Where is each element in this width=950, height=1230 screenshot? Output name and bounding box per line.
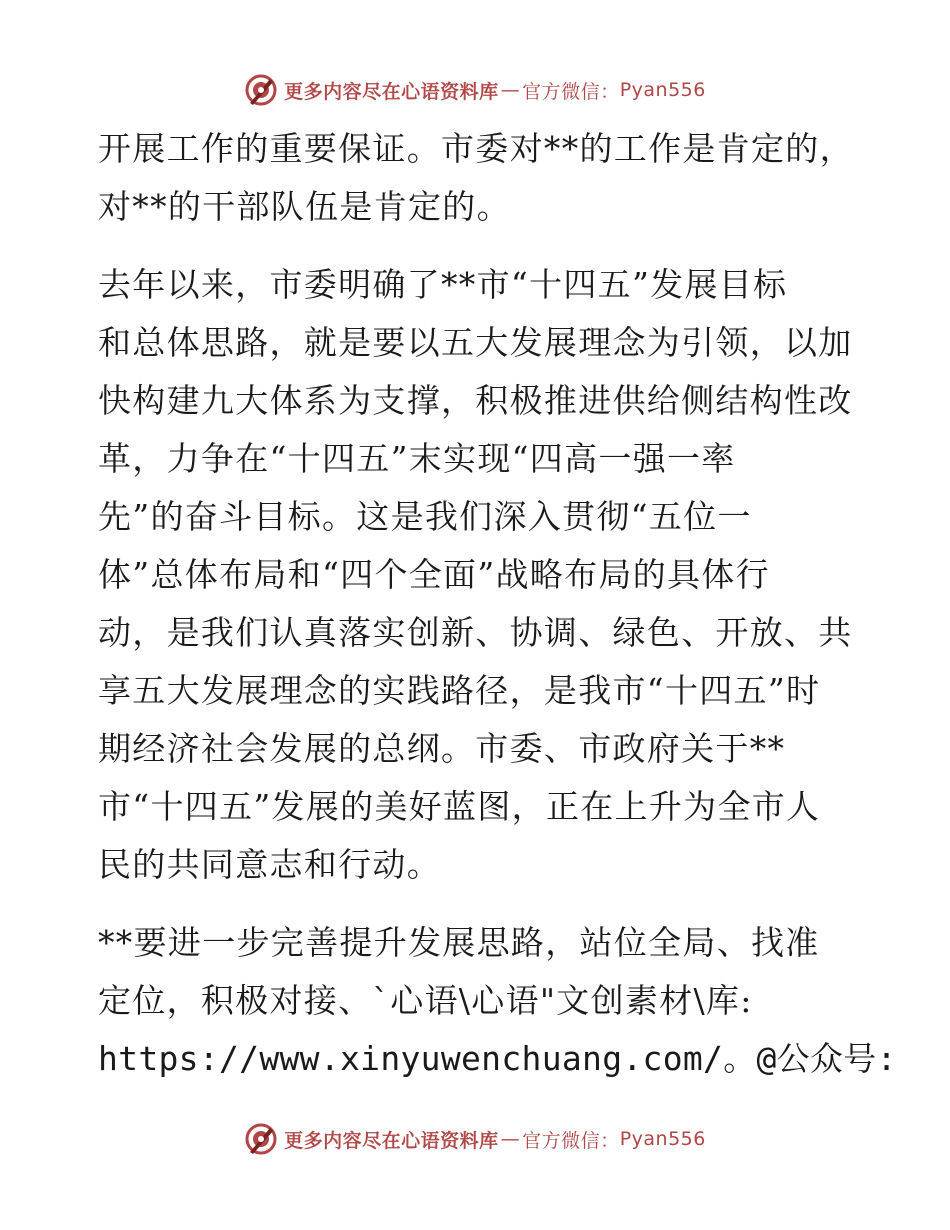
text-line: 定位，积极对接、`心语\心语"文创素材\库: bbox=[98, 981, 753, 1020]
footer-banner bbox=[0, 1117, 950, 1161]
header-wechat-label: 官方微信： bbox=[522, 80, 620, 103]
footer-banner-dash: — bbox=[500, 1128, 521, 1150]
text-line: 享五大发展理念的实践路径，是我市“十四五”时 bbox=[98, 671, 821, 710]
url-text-line: https://www.xinyuwenchuang.com/。@公众号: bbox=[98, 1039, 897, 1078]
header-banner-content bbox=[244, 73, 706, 107]
header-banner-text: 更多内容尽在心语资料库 bbox=[284, 80, 499, 103]
pen-logo-icon bbox=[244, 1122, 278, 1156]
paragraph-2 bbox=[98, 256, 858, 894]
footer-wechat-label: 官方微信： bbox=[522, 1129, 620, 1152]
header-banner-dash: — bbox=[500, 79, 521, 101]
text-line: 革，力争在“十四五”末实现“四高一强一率 bbox=[98, 439, 736, 478]
pen-logo-icon bbox=[244, 73, 278, 107]
text-line: 快构建九大体系为支撑，积极推进供给侧结构性改 bbox=[98, 381, 853, 420]
footer-banner-text: 更多内容尽在心语资料库 bbox=[284, 1129, 499, 1152]
text-line: 先”的奋斗目标。这是我们深入贯彻“五位一 bbox=[98, 497, 752, 536]
footer-wechat-id: Pyan556 bbox=[619, 1128, 706, 1150]
text-line: 期经济社会发展的总纲。市委、市政府关于** bbox=[98, 729, 786, 768]
paragraph-1 bbox=[98, 120, 858, 236]
text-line: 市“十四五”发展的美好蓝图，正在上升为全市人 bbox=[98, 787, 821, 826]
text-line: 对**的干部队伍是肯定的。 bbox=[98, 187, 511, 226]
document-body bbox=[98, 120, 897, 1088]
text-line: 动，是我们认真落实创新、协调、绿色、开放、共 bbox=[98, 613, 853, 652]
text-line: 去年以来，市委明确了**市“十四五”发展目标 bbox=[98, 265, 788, 304]
text-line: **要进一步完善提升发展思路，站位全局、找准 bbox=[98, 923, 820, 962]
header-wechat-id: Pyan556 bbox=[619, 79, 706, 101]
footer-banner-content bbox=[244, 1122, 706, 1156]
text-line: 和总体思路，就是要以五大发展理念为引领，以加 bbox=[98, 323, 853, 362]
text-line: 民的共同意志和行动。 bbox=[98, 845, 441, 884]
text-line: 开展工作的重要保证。市委对**的工作是肯定的， bbox=[98, 129, 854, 168]
header-banner bbox=[0, 68, 950, 112]
text-line: 体”总体布局和“四个全面”战略布局的具体行 bbox=[98, 555, 770, 594]
paragraph-3 bbox=[98, 914, 897, 1088]
